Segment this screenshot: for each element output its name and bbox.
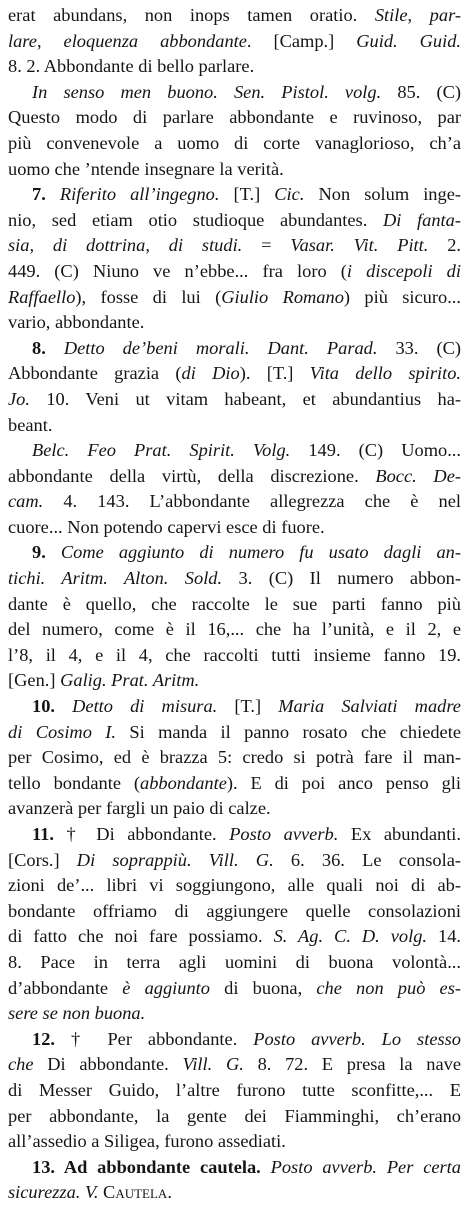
text-run: 11. (32, 824, 67, 844)
text-line (8, 899, 461, 925)
text-run: Si manda il panno rosato che chiedete (116, 721, 461, 742)
text-run: In senso men buono. Sen. Pistol. volg. (32, 81, 382, 102)
text-line (8, 489, 461, 515)
text-line (8, 1027, 461, 1053)
text-run: d’abbondante (8, 977, 123, 998)
text-run: bondante offriamo di aggiungere quelle consolazioni (8, 900, 461, 921)
text-line (8, 233, 461, 259)
text-line (8, 208, 461, 234)
text-line (8, 29, 461, 55)
text-run: 3. (C) Il numero abbon- (222, 568, 461, 589)
text-line (8, 157, 461, 183)
text-line (8, 848, 461, 874)
text-line (8, 745, 461, 771)
text-run: Di soprappiù. Vill. G. (76, 849, 274, 870)
text-line (8, 438, 461, 464)
text-run: Posto avverb. (229, 824, 339, 844)
text-line (8, 80, 461, 106)
text-run: 8. 72. E presa la nave (243, 1054, 461, 1075)
text-run: avanzerà per fargli un paio di calze. (8, 798, 271, 819)
text-run: , (36, 30, 64, 51)
text-run: ). [T.] (239, 363, 310, 384)
text-run: che non può es- (316, 977, 461, 998)
text-run: 8. (32, 337, 64, 358)
text-run: 149. (C) Uomo... (290, 440, 461, 461)
text-run: ), fosse di lui ( (75, 286, 222, 307)
text-run: 6. 36. Le consola- (273, 849, 461, 870)
text-run: Non solum inge- (304, 184, 461, 205)
text-run: zioni de’... libri vi soggiungono, alle quali noi di ab- (8, 875, 461, 896)
text-run: ) più sicuro... (343, 286, 461, 307)
text-run: di Messer Guido, l’altre furono tutte sconfitte,... E (8, 1079, 461, 1100)
text-line (8, 592, 461, 618)
text-run: . (167, 1182, 172, 1203)
text-run: Riferito all’ingegno. (59, 184, 220, 205)
text-run: di Cosimo I. (8, 721, 117, 742)
text-run: 13. (32, 1156, 64, 1177)
text-run: Posto avverb. Per certa (270, 1156, 461, 1177)
text-run: sicurezza. V. (8, 1182, 99, 1203)
text-run: Vill. G. (182, 1054, 244, 1075)
text-line (8, 617, 461, 643)
text-line (8, 105, 461, 131)
text-line (8, 873, 461, 899)
text-run: [Cors.] (8, 849, 77, 870)
text-run: , (407, 5, 430, 25)
text-run: † Di abbondante. (66, 824, 230, 844)
text-run: Galig. Prat. Aritm. (60, 670, 200, 691)
text-line (8, 54, 461, 80)
text-run: sere se non buona. (8, 1003, 146, 1024)
text-line (8, 515, 461, 541)
text-run: Detto de’beni morali. Dant. Parad. (63, 337, 378, 358)
text-line (8, 643, 461, 669)
text-run: Guid. Guid. (356, 30, 461, 51)
text-line (8, 540, 461, 566)
text-run: 8. Pace in terra agli uomini di buona volontà... (8, 951, 461, 972)
text-run: Giulio Romano (221, 286, 344, 307)
text-run: Di fanta- (382, 209, 461, 230)
text-run: che (8, 1054, 34, 1075)
text-run: è aggiunto (122, 977, 210, 998)
text-run: † Per abbondante. (70, 1028, 254, 1049)
text-run: par- (429, 5, 461, 25)
text-line (8, 668, 461, 694)
text-run: di fatto che noi fare possiamo. (8, 926, 274, 947)
text-line (8, 924, 461, 950)
text-run: Cautela (103, 1182, 168, 1203)
text-run: sia, di dottrina, di studi. (8, 235, 243, 256)
text-line (8, 1078, 461, 1104)
text-run: 4. 143. L’abbondante allegrezza che è nel (43, 491, 461, 512)
text-line (8, 950, 461, 976)
text-run: lare (8, 30, 37, 51)
text-run: più convenevole a uomo di corte vanaglorioso, ch’a (8, 132, 461, 153)
text-run: 10. (32, 696, 73, 717)
text-run: 8. 2. Abbondante di bello parlare. (8, 56, 255, 77)
text-line (8, 259, 461, 285)
text-run: l’8, il 4, e il 4, che raccolti tutti insieme fanno 19. (8, 644, 461, 665)
text-line (8, 796, 461, 822)
text-run: i discepoli di (346, 260, 461, 281)
text-run: eloquenza abbondante (63, 30, 247, 51)
text-run: 2. (428, 235, 461, 256)
text-line (8, 3, 461, 29)
text-run: per Cosimo, ed è brazza 5: credo si potrà fare il man- (8, 747, 461, 768)
text-run: Stile (374, 5, 408, 25)
text-line (8, 285, 461, 311)
text-line (8, 1155, 461, 1181)
text-run: [T.] (219, 184, 275, 205)
text-run: Jo. (8, 388, 30, 409)
text-run: del numero, come è il 16,... che ha l’unità, e il 2, e (8, 619, 461, 640)
text-run: 12. (32, 1028, 71, 1049)
text-run: cam. (8, 491, 44, 512)
text-run: Cic. (274, 184, 305, 205)
text-line (8, 822, 461, 848)
text-run: Abbondante grazia ( (8, 363, 182, 384)
text-run: = (242, 235, 291, 256)
text-line (8, 131, 461, 157)
text-line (8, 1001, 461, 1027)
text-run: tichi. Aritm. Alton. Sold. (8, 568, 223, 589)
text-run: Detto di misura. (72, 696, 218, 717)
text-run: 33. (C) (377, 337, 461, 358)
text-line (8, 1052, 461, 1078)
text-run: Belc. Feo Prat. Spirit. Volg. (32, 440, 291, 461)
text-run: Come aggiunto di numero fu usato dagli an- (60, 542, 461, 563)
text-run: uomo che ’ntende insegnare la verità. (8, 158, 284, 179)
text-run: Ex abundanti. (338, 824, 461, 844)
text-run: erat abundans, non inops tamen oratio. (8, 5, 375, 25)
text-run: Raffaello (8, 286, 76, 307)
text-run: 85. (C) (381, 81, 461, 102)
text-run: Posto avverb. Lo stesso (253, 1028, 461, 1049)
text-line (8, 566, 461, 592)
text-run: nio, sed etiam otio studioque abundantes. (8, 209, 383, 230)
text-line (8, 182, 461, 208)
text-line (8, 336, 461, 362)
text-run: Di abbondante. (33, 1054, 183, 1075)
text-line (8, 720, 461, 746)
text-run: dante è quello, che raccolte le sue parti fanno più (8, 593, 461, 614)
text-run: 9. (32, 542, 61, 563)
text-line (8, 694, 461, 720)
text-run: . [Camp.] (246, 30, 357, 51)
text-line (8, 1129, 461, 1155)
text-run: S. Ag. C. D. volg. (273, 926, 428, 947)
text-run: 7. (32, 184, 60, 205)
text-run: 10. Veni ut vitam habeant, et abundantius ha- (29, 388, 461, 409)
text-line (8, 310, 461, 336)
text-run: Vasar. Vit. Pitt. (290, 235, 429, 256)
text-run: di buona, (210, 977, 317, 998)
text-run: 449. (C) Niuno ve n’ebbe... fra loro ( (8, 260, 347, 281)
text-line (8, 1180, 461, 1206)
text-run: Questo modo di parlare abbondante e ruvinoso, par (8, 107, 461, 128)
text-run: di Dio (181, 363, 240, 384)
text-run: Maria Salviati madre (278, 696, 461, 717)
text-line (8, 771, 461, 797)
text-run (261, 1157, 271, 1177)
text-run: 14. (427, 926, 461, 947)
text-line (8, 976, 461, 1002)
text-line (8, 361, 461, 387)
text-run: cuore... Non potendo capervi esce di fuore. (8, 516, 325, 537)
text-run: ). E di poi anco penso gli (226, 772, 461, 793)
text-run: [T.] (217, 696, 279, 717)
text-run: beant. (8, 414, 53, 435)
text-run: Ad abbondante cautela. (63, 1156, 261, 1177)
text-line (8, 413, 461, 439)
text-line (8, 387, 461, 413)
text-line (8, 464, 461, 490)
text-run: Bocc. De- (375, 465, 461, 486)
text-run: abbondante (140, 772, 227, 793)
text-run: tello bondante ( (8, 772, 141, 793)
text-run: vario, abbondante. (8, 312, 145, 333)
text-run: abbondante della virtù, della discrezione. (8, 465, 376, 486)
text-run: [Gen.] (8, 670, 61, 691)
text-run: per abbondante, la gente dei Fiamminghi, ch’erano (8, 1105, 461, 1126)
text-run: Vita dello spirito. (309, 363, 461, 384)
text-run: all’assedio a Siligea, furono assediati. (8, 1131, 286, 1152)
text-line (8, 1104, 461, 1130)
